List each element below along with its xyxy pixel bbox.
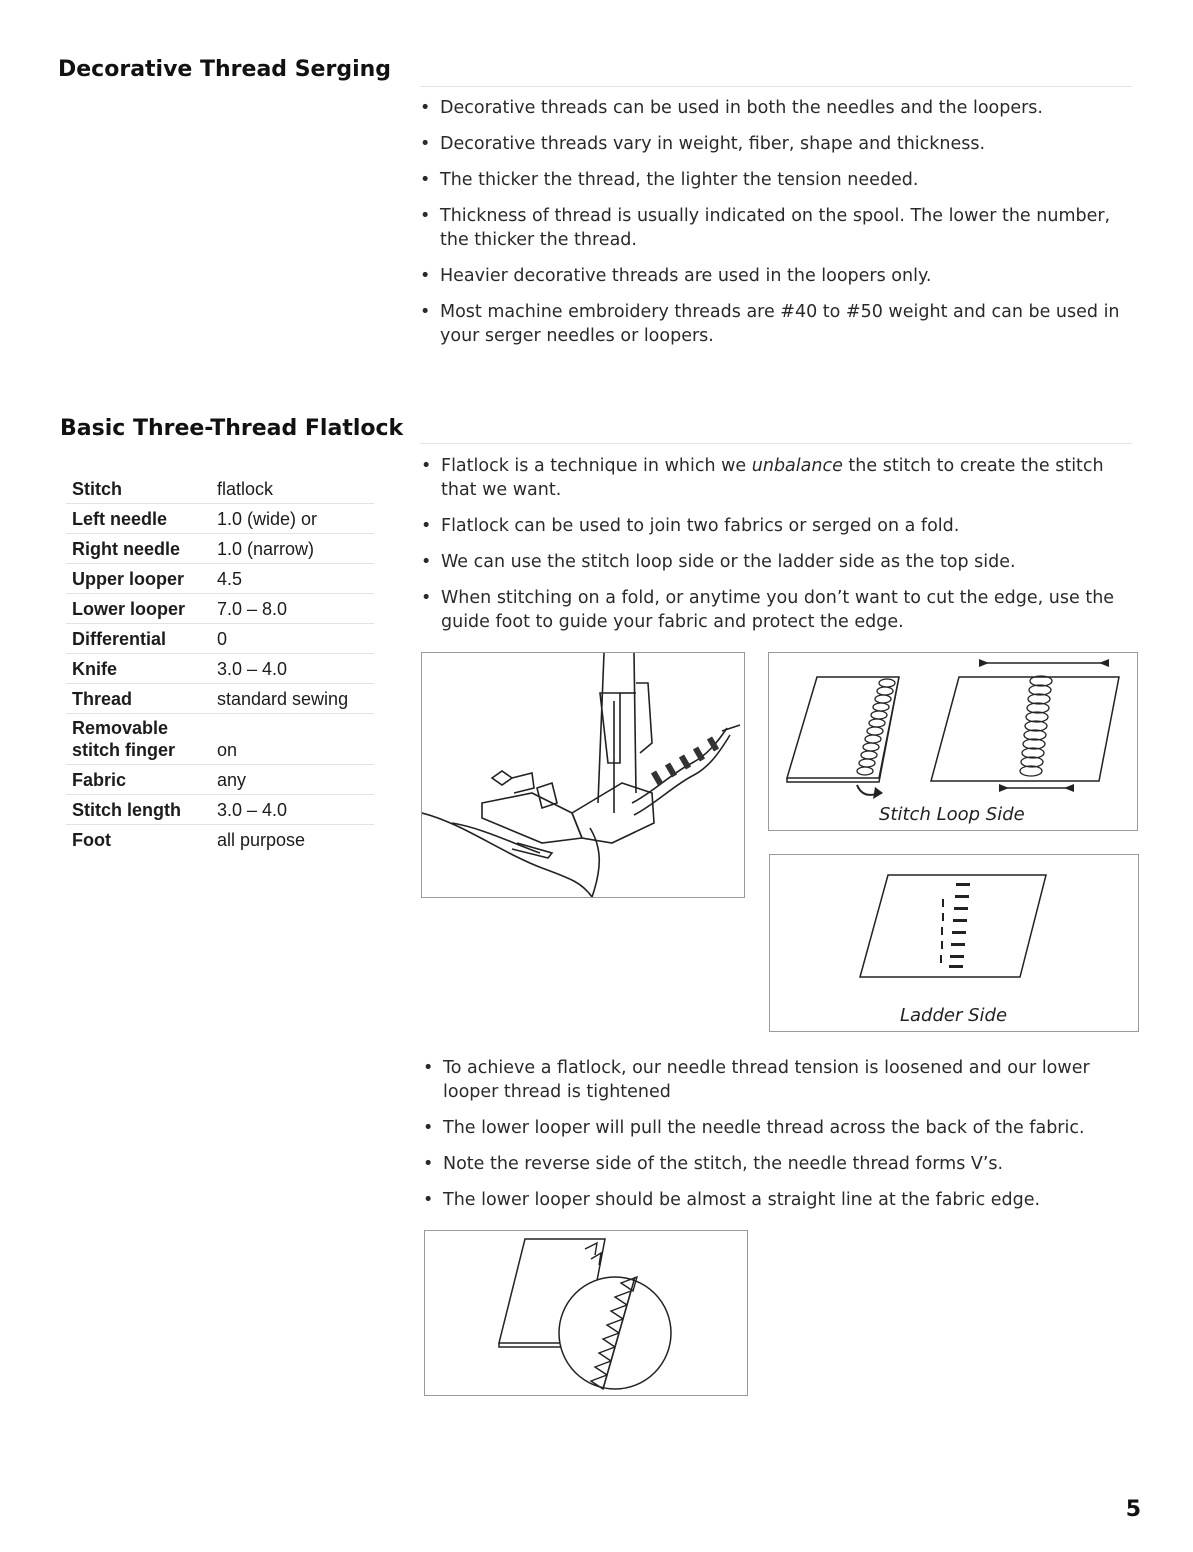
- setting-label: Lower looper: [66, 594, 211, 624]
- setting-label: Stitch length: [66, 795, 211, 825]
- setting-label: Differential: [66, 624, 211, 654]
- settings-row: [66, 534, 374, 564]
- flatlock-settings-table: [66, 474, 374, 854]
- decorative-thread-bullets: [420, 96, 1135, 360]
- bullet-item: • We can use the stitch loop side or the ladder side as the top side.: [421, 550, 1121, 574]
- setting-label: Knife: [66, 654, 211, 684]
- settings-row: [66, 474, 374, 504]
- setting-value: 1.0 (narrow): [211, 534, 374, 564]
- bullet-emphasis: unbalance: [751, 456, 843, 476]
- setting-label: Left needle: [66, 504, 211, 534]
- stitch-loop-side-caption: Stitch Loop Side: [879, 804, 1025, 825]
- heading-rule: [420, 86, 1132, 87]
- page-number: 5: [1125, 1497, 1141, 1522]
- guide-foot-illustration: [421, 652, 745, 898]
- bullet-item: • Most machine embroidery threads are #40 to #50 weight and can be used in your serger needles or loopers.: [420, 300, 1135, 348]
- setting-label: Stitch: [66, 474, 211, 504]
- serger-foot-drawing: [422, 653, 744, 897]
- settings-row: [66, 765, 374, 795]
- setting-value: 3.0 – 4.0: [211, 795, 374, 825]
- bullet-item: • The lower looper should be almost a straight line at the fabric edge.: [423, 1188, 1138, 1212]
- settings-row: [66, 684, 374, 714]
- settings-row: [66, 504, 374, 534]
- setting-value: on: [211, 714, 374, 765]
- settings-row: [66, 594, 374, 624]
- settings-row: [66, 714, 374, 765]
- settings-row: [66, 795, 374, 825]
- setting-value: 3.0 – 4.0: [211, 654, 374, 684]
- setting-label: Removable stitch finger: [66, 714, 211, 765]
- settings-row: [66, 654, 374, 684]
- bullet-text: Flatlock is a technique in which we: [441, 456, 752, 476]
- setting-label: Upper looper: [66, 564, 211, 594]
- ladder-side-illustration: [769, 854, 1139, 1032]
- setting-value: standard sewing: [211, 684, 374, 714]
- settings-row: [66, 564, 374, 594]
- setting-label: Thread: [66, 684, 211, 714]
- bullet-item: • To achieve a flatlock, our needle thread tension is loosened and our lower looper thread is tightened: [423, 1056, 1138, 1104]
- stitch-loop-side-illustration: [768, 652, 1138, 831]
- section-heading-flatlock: Basic Three-Thread Flatlock: [60, 416, 404, 441]
- settings-row: [66, 624, 374, 654]
- setting-value: 1.0 (wide) or: [211, 504, 374, 534]
- bullet-item: • Decorative threads vary in weight, fiber, shape and thickness.: [420, 132, 1135, 156]
- setting-label: Foot: [72, 830, 111, 850]
- bullet-item: • Flatlock can be used to join two fabrics or serged on a fold.: [421, 514, 1121, 538]
- section-heading-decorative-thread-serging: Decorative Thread Serging: [58, 57, 392, 82]
- setting-value: 4.5: [211, 564, 374, 594]
- setting-value: all purpose: [217, 830, 306, 850]
- bullet-item: • The thicker the thread, the lighter the tension needed.: [420, 168, 1135, 192]
- settings-row: [66, 825, 374, 855]
- bullet-item: • Thickness of thread is usually indicated on the spool. The lower the number, the thicker the thread.: [420, 204, 1135, 252]
- flatlock-bullets-top: [421, 454, 1121, 646]
- setting-value: 7.0 – 8.0: [211, 594, 374, 624]
- setting-value: flatlock: [211, 474, 374, 504]
- setting-value: 0: [211, 624, 374, 654]
- bullet-item: • Heavier decorative threads are used in the loopers only.: [420, 264, 1135, 288]
- bullet-item: • When stitching on a fold, or anytime you don’t want to cut the edge, use the guide foot to guide your fabric and protect the edge.: [421, 586, 1121, 634]
- bullet-text: the stitch to create the stitch that we want.: [441, 456, 1104, 500]
- bullet-item: • The lower looper will pull the needle thread across the back of the fabric.: [423, 1116, 1138, 1140]
- setting-value: any: [211, 765, 374, 795]
- reverse-side-drawing: [425, 1231, 747, 1395]
- heading-rule: [420, 443, 1132, 444]
- setting-label: Fabric: [66, 765, 211, 795]
- setting-label: Right needle: [66, 534, 211, 564]
- bullet-item: • Decorative threads can be used in both the needles and the loopers.: [420, 96, 1135, 120]
- ladder-side-caption: Ladder Side: [900, 1005, 1008, 1026]
- bullet-item: [421, 454, 1121, 502]
- flatlock-bullets-bottom: [423, 1056, 1138, 1224]
- bullet-item: • Note the reverse side of the stitch, the needle thread forms V’s.: [423, 1152, 1138, 1176]
- reverse-side-illustration: [424, 1230, 748, 1396]
